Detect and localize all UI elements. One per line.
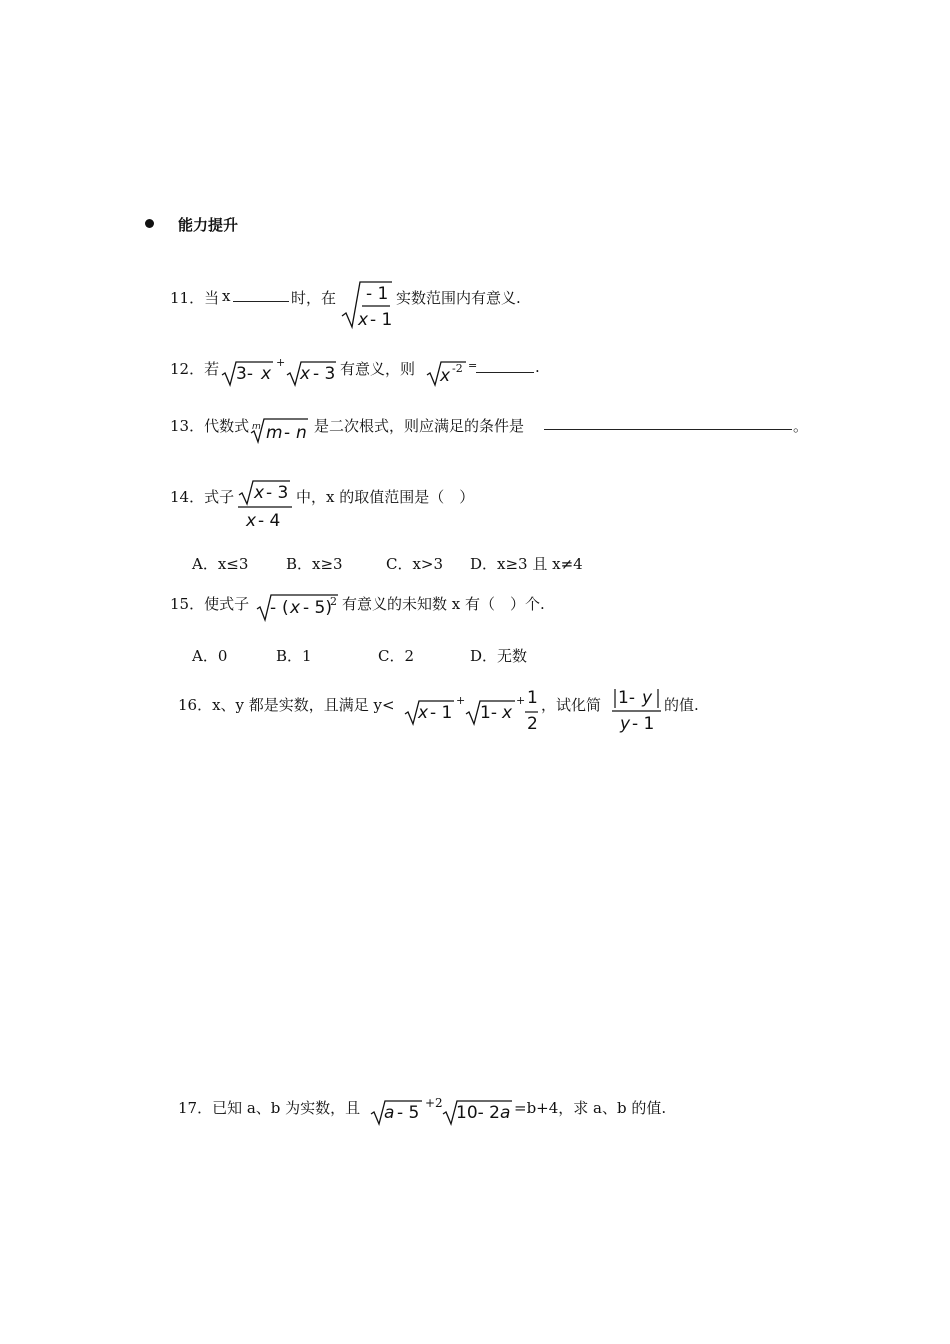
q11-label: 11．当 [170, 289, 220, 307]
q16-label: 16．x、y 都是实数，且满足 y< [178, 696, 395, 714]
q12-r1-x: x [261, 364, 272, 384]
q15-tail: 有意义的未知数 x 有（ ）个. [342, 595, 545, 613]
q15-inner-rest: - 5) [303, 598, 332, 618]
q12-label: 12．若 [170, 360, 220, 378]
q12-plus: + [276, 356, 286, 369]
q16-den-y: y [620, 714, 631, 734]
q15-inner-minus: - [270, 598, 277, 618]
q17-r2-a: a [500, 1103, 511, 1123]
q12-r2-x: x [300, 364, 311, 384]
q17-r2-pre: 10- 2 [456, 1103, 500, 1123]
q16-r1-x: x [418, 703, 429, 723]
q11-den-x: x [358, 310, 369, 330]
q16-mid: ，试化简 [541, 696, 602, 714]
q13-mid: 是二次根式，则应满足的条件是 [314, 417, 525, 435]
q15-option-c[interactable]: C．2 [378, 647, 415, 665]
q12-mid: 有意义，则 [340, 360, 416, 378]
q16-r2-x: x [502, 703, 513, 723]
q12-r2-rest: - 3 [313, 364, 336, 384]
q16-tail: 的值. [664, 696, 699, 714]
q17-r1-rest: - 5 [397, 1103, 420, 1123]
q13-n: n [296, 423, 307, 443]
section-bullet [145, 219, 154, 228]
q14-num-rest: - 3 [266, 483, 289, 503]
q12-r3-x: x [440, 366, 451, 386]
q14-label: 14．式子 [170, 488, 235, 506]
q13-label: 13．代数式 [170, 417, 250, 435]
q12-eq: = [468, 359, 478, 372]
q13-index: m [252, 422, 261, 432]
q16-abs-pre: 1- [618, 688, 635, 708]
q11-var: x [222, 287, 231, 305]
q16-r1-rest: - 1 [430, 703, 453, 723]
q15-option-d[interactable]: D．无数 [470, 647, 528, 665]
q16-r2-pre: 1- [480, 703, 497, 723]
q13-minus: - [284, 423, 291, 443]
q11-numerator: - 1 [366, 284, 389, 304]
q17-plus: +2 [425, 1096, 443, 1110]
q11-tail: 实数范围内有意义. [396, 289, 521, 307]
q11-answer-blank[interactable] [233, 287, 289, 302]
q16-half-num: 1 [527, 688, 538, 708]
q11-den-rest: - 1 [370, 310, 393, 330]
q15-inner-x: x [290, 598, 301, 618]
q15-option-b[interactable]: B．1 [276, 647, 312, 665]
q17-tail: =b+4，求 a、b 的值. [514, 1099, 667, 1117]
q14-num-x: x [254, 483, 265, 503]
q14-option-b[interactable]: B．x≥3 [286, 555, 343, 573]
q16-half-den: 2 [527, 714, 538, 734]
q16-plus-1: + [456, 694, 466, 707]
q14-option-c[interactable]: C．x>3 [386, 555, 444, 573]
q15-exponent: 2 [330, 595, 337, 608]
q12-answer-blank[interactable] [476, 358, 534, 373]
q11-mid: 时，在 [291, 289, 337, 307]
q15-inner-paren: ( [282, 598, 289, 618]
q15-label: 15．使式子 [170, 595, 250, 613]
q14-option-d[interactable]: D．x≥3 且 x≠4 [470, 555, 583, 573]
q14-den-x: x [246, 511, 257, 531]
q16-half-bar [525, 711, 539, 713]
q14-tail: 中，x 的取值范围是（ ） [296, 488, 475, 506]
q13-tail: 。 [793, 417, 809, 435]
q16-abs-y: y [642, 688, 653, 708]
q17-r1-a: a [384, 1103, 395, 1123]
q14-option-a[interactable]: A．x≤3 [192, 555, 249, 573]
q14-den-rest: - 4 [258, 511, 281, 531]
section-title: 能力提升 [178, 216, 239, 234]
q15-option-a[interactable]: A．0 [192, 647, 228, 665]
q12-r1-num: 3- [236, 364, 253, 384]
q12-tail: . [535, 358, 540, 376]
q17-label: 17．已知 a、b 为实数，且 [178, 1099, 361, 1117]
q16-den-rest: - 1 [632, 714, 655, 734]
q12-r3-exp: -2 [452, 362, 463, 375]
q13-m: m [266, 423, 283, 443]
q16-plus-2: + [516, 694, 526, 707]
q13-answer-blank[interactable] [544, 415, 792, 430]
